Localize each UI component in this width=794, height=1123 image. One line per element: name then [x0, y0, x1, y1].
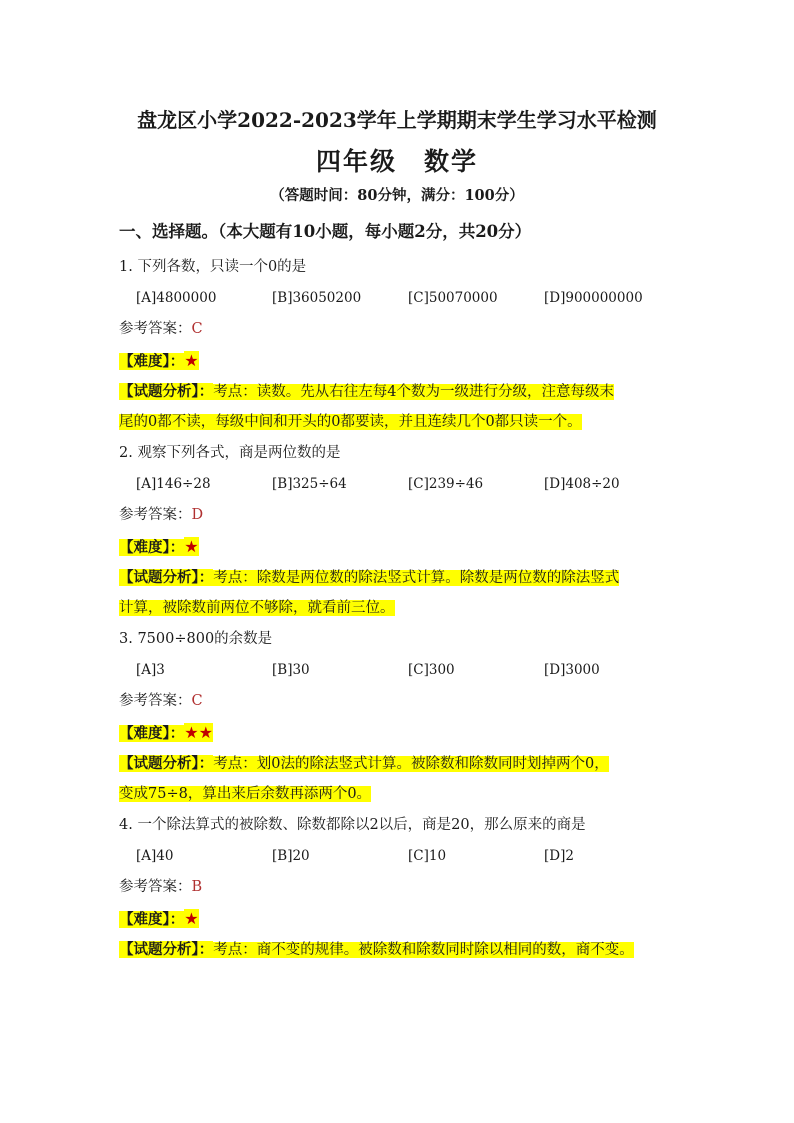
analysis-line	[119, 407, 689, 438]
option-row	[119, 469, 689, 500]
exam-subtitle: 四年级 数学	[315, 147, 478, 176]
question-stem: 3. 7500÷800的余数是	[119, 631, 273, 647]
difficulty-line	[119, 531, 689, 562]
answer-line	[119, 314, 689, 345]
option-row	[119, 841, 689, 872]
question-1	[119, 252, 689, 438]
analysis-text: 计算，被除数前两位不够除，就看前三位。	[119, 600, 395, 616]
difficulty-stars: ★	[184, 537, 199, 556]
question-2	[119, 438, 689, 624]
analysis-line	[119, 593, 689, 624]
question-4	[119, 810, 689, 965]
option-row	[119, 283, 689, 314]
analysis-line	[119, 748, 689, 779]
option-b: [B]20	[272, 848, 310, 864]
answer-value: D	[191, 507, 204, 523]
option-c: [C]239÷46	[408, 476, 484, 492]
analysis-line	[119, 934, 689, 965]
answer-line	[119, 872, 689, 903]
option-b: [B]30	[272, 662, 310, 678]
question-list	[119, 252, 689, 965]
analysis-label: 【试题分析】：	[119, 941, 214, 958]
analysis-line	[119, 779, 689, 810]
difficulty-stars: ★	[184, 909, 199, 928]
answer-label: 参考答案：	[119, 879, 192, 895]
analysis-label: 【试题分析】：	[119, 569, 214, 586]
analysis-text: 考点：读数。先从右往左每4个数为一级进行分级，注意每级末	[213, 384, 614, 400]
difficulty-stars: ★★	[184, 723, 213, 742]
option-a: [A]40	[136, 848, 174, 864]
analysis-text: 考点：划0法的除法竖式计算。被除数和除数同时划掉两个0，	[213, 756, 609, 772]
difficulty-line	[119, 903, 689, 934]
analysis-text: 考点：除数是两位数的除法竖式计算。除数是两位数的除法竖式	[213, 570, 620, 586]
exam-time-info: （答题时间：80分钟，满分：100分）	[270, 187, 524, 204]
option-row	[119, 655, 689, 686]
option-a: [A]3	[136, 662, 165, 678]
section-heading: 一、选择题。（本大题有10小题，每小题2分，共20分）	[119, 222, 532, 241]
answer-label: 参考答案：	[119, 693, 192, 709]
option-b: [B]325÷64	[272, 476, 347, 492]
option-b: [B]36050200	[272, 290, 362, 306]
difficulty-line	[119, 345, 689, 376]
answer-value: C	[191, 321, 203, 337]
difficulty-label: 【难度】：	[119, 539, 185, 556]
analysis-text: 变成75÷8，算出来后余数再添两个0。	[119, 786, 372, 802]
analysis-label: 【试题分析】：	[119, 383, 214, 400]
answer-line	[119, 500, 689, 531]
question-3	[119, 624, 689, 810]
analysis-line	[119, 376, 689, 407]
difficulty-label: 【难度】：	[119, 725, 185, 742]
answer-line	[119, 686, 689, 717]
option-a: [A]4800000	[136, 290, 217, 306]
answer-label: 参考答案：	[119, 507, 192, 523]
answer-value: C	[191, 693, 203, 709]
difficulty-stars: ★	[184, 351, 199, 370]
option-a: [A]146÷28	[136, 476, 211, 492]
option-d: [D]408÷20	[544, 476, 620, 492]
option-d: [D]2	[544, 848, 574, 864]
difficulty-label: 【难度】：	[119, 911, 185, 928]
difficulty-line	[119, 717, 689, 748]
analysis-text: 尾的0都不读，每级中间和开头的0都要读，并且连续几个0都只读一个。	[119, 414, 582, 430]
option-c: [C]10	[408, 848, 447, 864]
option-c: [C]50070000	[408, 290, 498, 306]
difficulty-label: 【难度】：	[119, 353, 185, 370]
exam-title: 盘龙区小学2022-2023学年上学期期末学生学习水平检测	[137, 108, 657, 132]
question-stem: 2. 观察下列各式，商是两位数的是	[119, 445, 341, 461]
option-d: [D]900000000	[544, 290, 643, 306]
answer-value: B	[191, 879, 203, 895]
question-stem: 1. 下列各数，只读一个0的是	[119, 259, 307, 275]
answer-label: 参考答案：	[119, 321, 192, 337]
question-stem: 4. 一个除法算式的被除数、除数都除以2以后，商是20，那么原来的商是	[119, 817, 586, 833]
option-c: [C]300	[408, 662, 455, 678]
analysis-line	[119, 562, 689, 593]
option-d: [D]3000	[544, 662, 600, 678]
analysis-label: 【试题分析】：	[119, 755, 214, 772]
analysis-text: 考点：商不变的规律。被除数和除数同时除以相同的数，商不变。	[213, 942, 634, 958]
